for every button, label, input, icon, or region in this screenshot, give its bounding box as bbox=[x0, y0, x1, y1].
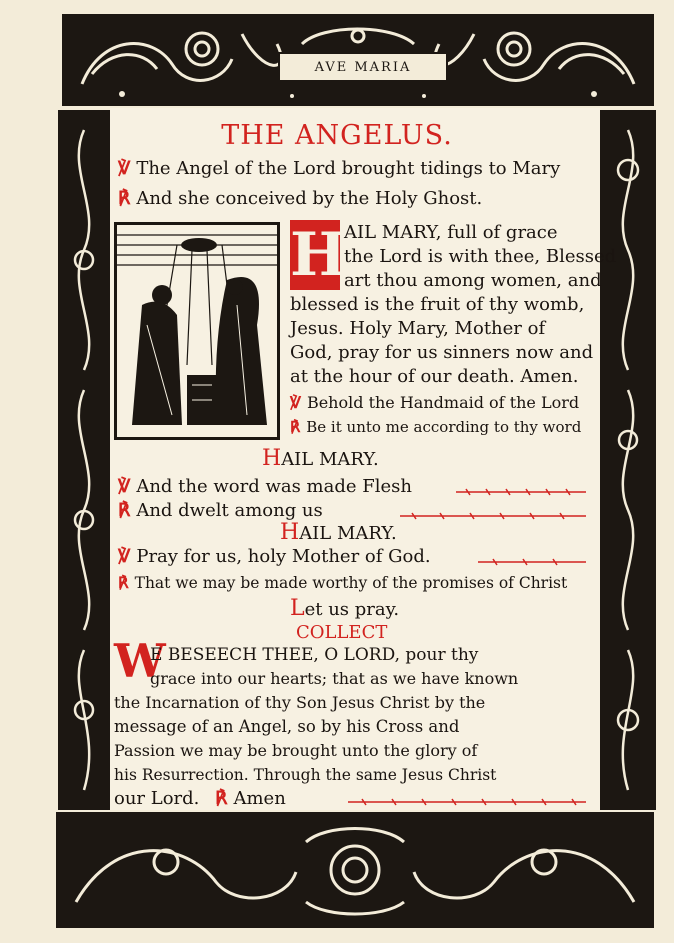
red-flourish bbox=[348, 798, 586, 806]
hail-mary-dropcap: H bbox=[290, 220, 347, 290]
collect-line-7 bbox=[114, 788, 286, 810]
response-mark: ℟ bbox=[290, 418, 301, 436]
response-mark: ℟ bbox=[118, 500, 131, 521]
hail-mary-heading-2 bbox=[280, 522, 397, 545]
let-us-pray bbox=[290, 598, 399, 621]
amen-text: Amen bbox=[233, 788, 286, 809]
red-flourish bbox=[478, 558, 586, 566]
versicle-mark: ℣ bbox=[290, 393, 301, 412]
hail-mary-line-3: art thou among women, and bbox=[344, 270, 602, 291]
versicle-text: Behold the Handmaid of the Lord bbox=[306, 393, 580, 412]
versicle-line-3 bbox=[118, 476, 412, 498]
collect-line-6: his Resurrection. Through the same Jesus Christ bbox=[114, 766, 497, 784]
collect-line-5: Passion we may be brought unto the glory of bbox=[114, 741, 478, 760]
hail-mary-line-7: at the hour of our death. Amen. bbox=[290, 366, 579, 387]
hail-mary-line-4: blessed is the fruit of thy womb, bbox=[290, 294, 585, 315]
collect-line-4: message of an Angel, so by his Cross and bbox=[114, 717, 460, 736]
response-text: Be it unto me according to thy word bbox=[306, 418, 582, 436]
response-text: That we may be made worthy of the promises of Christ bbox=[134, 574, 568, 592]
heading-text: et us pray. bbox=[304, 599, 400, 620]
bottom-ornamental-border bbox=[56, 812, 654, 928]
collect-dropcap: W bbox=[114, 634, 166, 688]
versicle-mark: ℣ bbox=[118, 476, 131, 497]
collect-closing: our Lord. bbox=[114, 788, 200, 809]
collect-line-2: grace into our hearts; that as we have known bbox=[150, 669, 519, 688]
versicle-text: The Angel of the Lord brought tidings to Mary bbox=[136, 158, 561, 179]
collect-line-1: E BESEECH THEE, O LORD, pour thy bbox=[150, 645, 479, 665]
versicle-text: Pray for us, holy Mother of God. bbox=[136, 546, 431, 567]
response-text: And dwelt among us bbox=[136, 500, 323, 521]
red-flourish bbox=[400, 512, 586, 520]
response-mark: ℟ bbox=[215, 788, 228, 809]
response-line-2 bbox=[290, 416, 581, 438]
heading-text: AIL MARY. bbox=[281, 449, 379, 470]
hail-mary-line-1: AIL MARY, full of grace bbox=[344, 222, 558, 243]
response-mark: ℟ bbox=[118, 188, 131, 209]
versicle-text: And the word was made Flesh bbox=[136, 476, 412, 497]
right-ornamental-border bbox=[600, 110, 656, 810]
response-mark: ℟ bbox=[118, 573, 129, 592]
response-line-1 bbox=[118, 188, 482, 210]
annunciation-woodcut-image bbox=[114, 222, 280, 440]
page-title: THE ANGELUS. bbox=[221, 120, 453, 151]
versicle-line-2 bbox=[290, 392, 579, 414]
versicle-line-4 bbox=[118, 546, 431, 568]
response-text: And she conceived by the Holy Ghost. bbox=[136, 188, 483, 209]
heading-text: AIL MARY. bbox=[299, 523, 397, 544]
versicle-line-1 bbox=[118, 158, 560, 180]
response-line-4 bbox=[118, 572, 567, 594]
collect-line-3: the Incarnation of thy Son Jesus Christ by the bbox=[114, 693, 486, 712]
versicle-mark: ℣ bbox=[118, 546, 131, 567]
left-ornamental-border bbox=[58, 110, 110, 810]
hail-mary-heading-1 bbox=[262, 448, 379, 471]
hail-mary-line-6: God, pray for us sinners now and bbox=[290, 342, 594, 363]
versicle-mark: ℣ bbox=[118, 158, 131, 179]
red-flourish bbox=[456, 488, 586, 496]
initial-h: H bbox=[262, 446, 282, 471]
initial-h: H bbox=[280, 520, 300, 545]
hail-mary-line-5: Jesus. Holy Mary, Mother of bbox=[290, 318, 546, 339]
response-line-3 bbox=[118, 500, 323, 522]
ave-maria-banner: AVE MARIA bbox=[278, 52, 448, 82]
initial-l: L bbox=[290, 596, 305, 621]
hail-mary-line-2: the Lord is with thee, Blessed bbox=[344, 246, 617, 267]
collect-heading: COLLECT bbox=[296, 622, 388, 643]
